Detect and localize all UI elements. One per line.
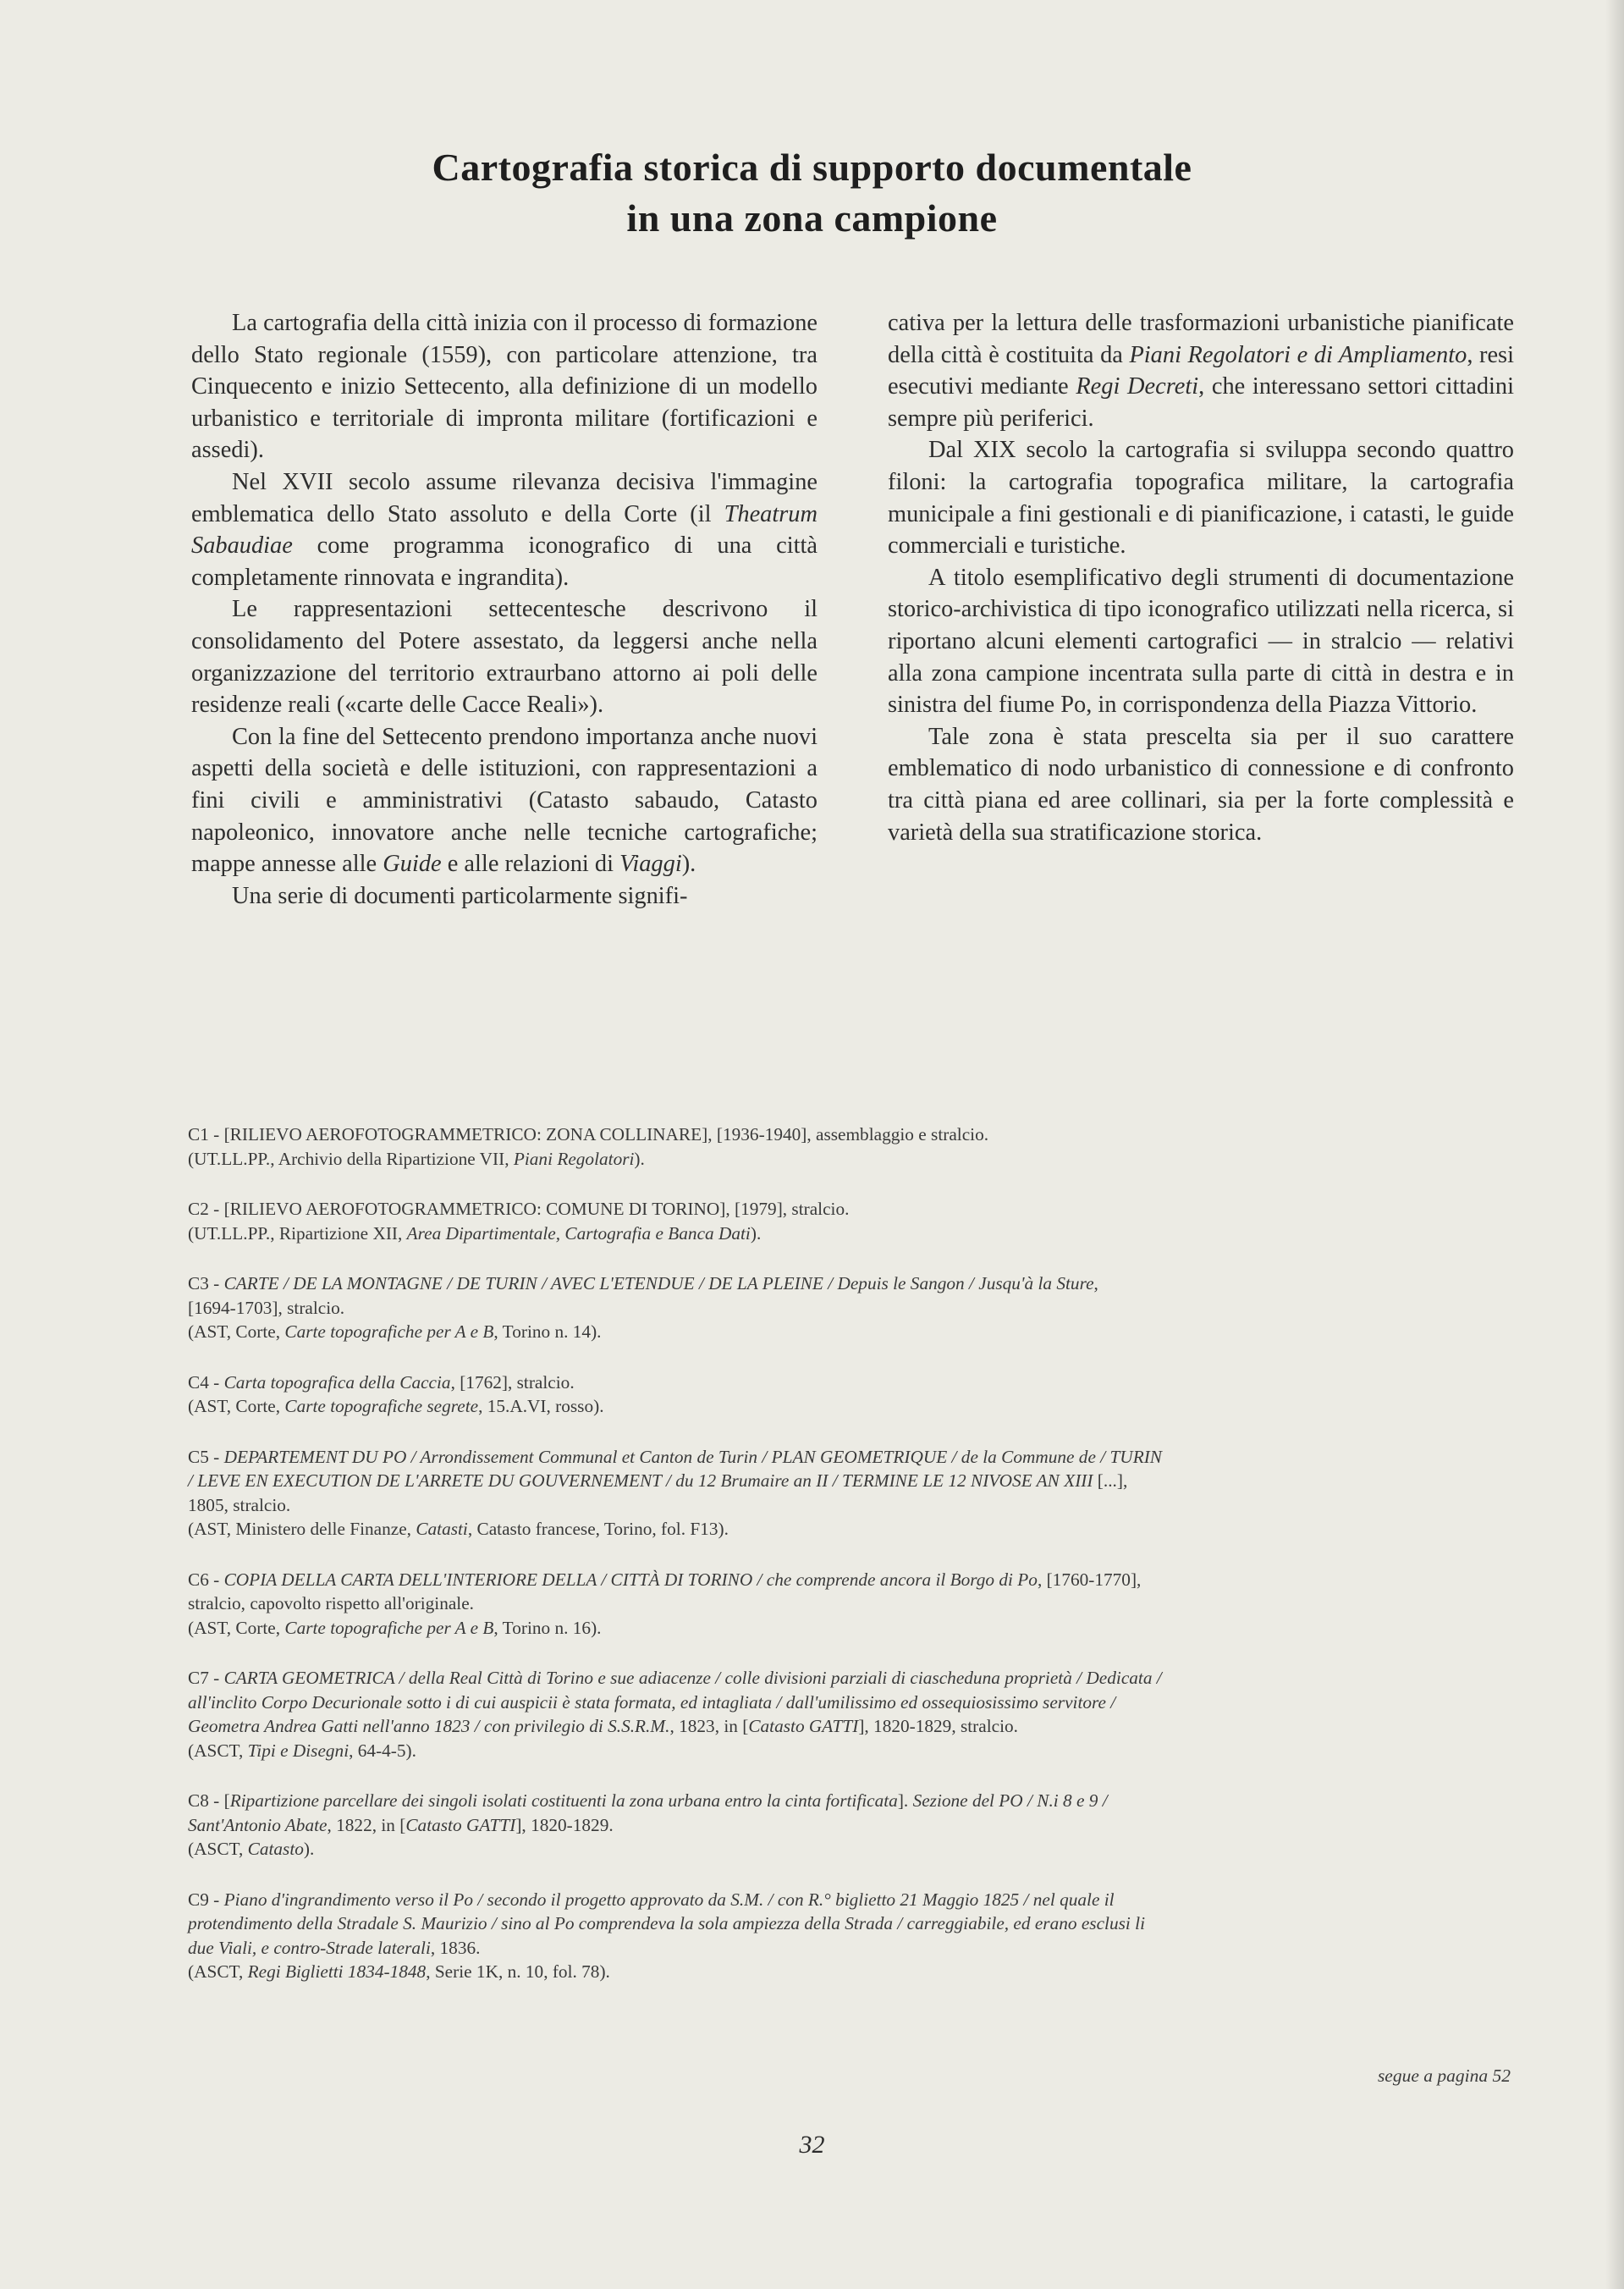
text-run: , Catasto francese, Torino, fol. F13). [467,1519,729,1539]
page-number: 32 [799,2131,825,2159]
text-run: (ASCT, [188,1740,248,1761]
paragraph: Tale zona è stata prescelta sia per il suo carattere emblematico di nodo urbanistico di connessione e di confronto tra città piana ed aree collinari, sia per la forte complessità e varietà della sua stratificazione storica. [888,723,1514,846]
text-run: , 64-4-5). [349,1740,416,1761]
text-run: [...], [1093,1470,1128,1491]
caption-c9 [188,1888,1515,1984]
caption-line [188,1445,1515,1470]
text-run: ). [634,1148,645,1169]
text-run: , Torino n. 14). [493,1321,602,1342]
text-run: (ASCT, [188,1961,248,1982]
italic-run: Ripartizione parcellare dei singoli isolati costituenti la zona urbana entro la cinta fortificata [229,1790,898,1811]
text-run: , Torino n. 16). [493,1617,602,1638]
caption-line [188,1222,1515,1246]
text-run: , 1836. [430,1937,481,1958]
italic-run: / LEVE EN EXECUTION DE L'ARRETE DU GOUVERNEMENT / du 12 Brumaire an II / TERMINE LE 12 NIVOSE AN XIII [188,1470,1093,1491]
text-run: C4 - [188,1371,224,1393]
caption-c2 [188,1197,1515,1245]
text-run: ], 1820-1829. [515,1814,614,1835]
title-line-2: in una zona campione [626,196,998,240]
caption-c4 [188,1371,1515,1419]
text-run: , 1822, in [ [327,1814,406,1835]
caption-line [188,1568,1515,1592]
text-run: , resi esecutivi mediante [888,341,1514,400]
text-run: (AST, Corte, [188,1321,285,1342]
caption-line [188,1888,1515,1912]
caption-line: [1694-1703], stralcio. [188,1297,345,1318]
text-run: Nel XVII secolo assume rilevanza decisiva l'immagine emblematica dello Stato assoluto e della Corte (il [191,468,818,527]
italic-run: Area Dipartimentale, Cartografia e Banca Dati [406,1222,751,1244]
italic-run: Carte topografiche per A e B [284,1321,494,1342]
italic-run: Catasto [247,1839,304,1859]
paragraph [191,721,818,880]
caption-line [188,1271,1515,1296]
text-run: , 1823, in [ [669,1716,749,1736]
title-line-1: Cartografia storica di supporto documentale [432,146,1192,189]
caption-line [188,1616,1515,1641]
italic-run: CARTE / DE LA MONTAGNE / DE TURIN / AVEC L'ETENDUE / DE LA PLEINE / Depuis le Sangon / Jusqu'à la Sture [223,1273,1094,1293]
italic-run: Tipi e Disegni [247,1740,350,1761]
text-run: (AST, Corte, [188,1617,285,1638]
paragraph: La cartografia della città inizia con il processo di formazione dello Stato regionale (1559), con particolare attenzione, tra Cinquecento e inizio Settecento, alla definizione di un modello urbanistico e territoriale di impronta militare (fortificazioni e assedi). [191,310,818,464]
text-run: ). [303,1839,315,1859]
italic-run: Carte topografiche per A e B [284,1617,494,1638]
italic-run: DEPARTEMENT DU PO / Arrondissement Communal et Canton de Turin / PLAN GEOMETRIQUE / de la Commune de / TURIN [223,1446,1162,1467]
text-run: Con la fine del Settecento prendono importanza anche nuovi aspetti della società e delle istituzioni, con rappresentazioni a fini civili e amministrativi (Catasto sabaudo, Catasto napoleonico, innovatore anche nelle tecniche cartografiche; mappe annesse alle [191,723,818,878]
text-run: , [1762], stralcio. [450,1371,575,1393]
text-run: C5 - [188,1446,224,1467]
paragraph [888,307,1514,434]
paragraph [191,466,818,593]
italic-run: Guide [383,851,442,878]
italic-run: Regi Decreti [1076,373,1199,400]
caption-line [188,1147,1515,1172]
caption-line [188,1666,1515,1691]
text-run: (UT.LL.PP., Archivio della Ripartizione VII, [188,1148,514,1169]
figure-captions [188,1122,1515,2010]
text-column-left [191,307,818,912]
italic-run: Catasto GATTI [748,1716,859,1736]
text-run: cativa per la lettura delle trasformazioni urbanistiche pianificate della città è costituita da [888,310,1514,368]
text-run: ]. [897,1790,913,1811]
caption-line [188,1789,1515,1813]
caption-line [188,1960,1515,1984]
text-run: ). [681,851,696,878]
caption-c1 [188,1122,1515,1171]
caption-line [188,1320,1515,1344]
caption-line [188,1371,1515,1395]
caption-line: 1805, stralcio. [188,1494,291,1515]
continued-on-page-note: segue a pagina 52 [1377,2066,1511,2086]
italic-run: all'inclito Corpo Decurionale sotto i di cui auspicii è stata formata, ed intagliata / dall'umilissimo ed ossequiosissimo servitore / [188,1691,1116,1713]
text-run: , Serie 1K, n. 10, fol. 78). [426,1961,610,1982]
caption-line [188,1936,1515,1961]
caption-line [188,1739,1515,1763]
caption-line [188,1517,1515,1542]
italic-run: Geometra Andrea Gatti nell'anno 1823 / con privilegio di S.S.R.M. [188,1716,670,1736]
italic-run: due Viali, e contro-Strade laterali [188,1937,431,1958]
caption-line [188,1837,1515,1862]
text-run: e alle relazioni di [441,851,620,878]
caption-c5 [188,1445,1515,1542]
paragraph: Una serie di documenti particolarmente signifi- [232,882,688,909]
text-run: ], 1820-1829, stralcio. [858,1716,1018,1736]
paragraph: Le rappresentazioni settecentesche descrivono il consolidamento del Potere assestato, da leggersi anche nella organizzazione del territorio extraurbano attorno ai poli delle residenze reali («carte delle Cacce Reali»). [191,596,818,719]
text-run: C8 - [ [188,1790,230,1811]
text-run: (ASCT, [188,1839,248,1859]
text-run: (UT.LL.PP., Ripartizione XII, [188,1222,407,1244]
caption-line: C2 - [RILIEVO AEROFOTOGRAMMETRICO: COMUNE DI TORINO], [1979], stralcio. [188,1199,850,1219]
caption-line [188,1911,1515,1936]
italic-run: Regi Biglietti 1834-1848 [247,1961,427,1982]
italic-run: Catasti [416,1519,468,1539]
italic-run: COPIA DELLA CARTA DELL'INTERIORE DELLA / CITTÀ DI TORINO / che comprende ancora il Borgo di Po [223,1569,1038,1590]
text-run: C3 - [188,1273,224,1293]
caption-c7 [188,1666,1515,1762]
caption-line [188,1813,1515,1838]
text-run: come programma iconografico di una città completamente rinnovata e ingrandita). [191,532,818,591]
text-run: (AST, Ministero delle Finanze, [188,1519,416,1539]
italic-run: CARTA GEOMETRICA / della Real Città di Torino e sue adiacenze / colle divisioni parziali di ciascheduna proprietà / Dedicata / [223,1668,1162,1688]
text-run: , che interessano settori cittadini sempre più periferici. [888,373,1514,432]
italic-run: Viaggi [619,851,682,878]
italic-run: Sezione del PO / N.i 8 e 9 / [912,1790,1108,1811]
caption-line: stralcio, capovolto rispetto all'originale. [188,1593,474,1613]
text-run: , 15.A.VI, rosso). [478,1396,604,1416]
italic-run: Carte topografiche segrete [284,1396,479,1416]
italic-run: Carta topografica della Caccia [223,1371,451,1393]
paragraph: A titolo esemplificativo degli strumenti di documentazione storico-archivistica di tipo iconografico utilizzati nella ricerca, si riportano alcuni elementi cartografici — in stralcio — relativi alla zona campione incentrata sulla parte di città in destra e in sinistra del fiume Po, in corrispondenza della Piazza Vittorio. [888,564,1514,719]
text-column-right [888,307,1514,848]
caption-line: C1 - [RILIEVO AEROFOTOGRAMMETRICO: ZONA COLLINARE], [1936-1940], assemblaggio e stralcio. [188,1124,989,1144]
page-edge-shadow [1605,0,1624,2289]
italic-run: Piani Regolatori e di Ampliamento [1129,341,1467,368]
caption-c8 [188,1789,1515,1862]
text-run: , [1093,1273,1098,1293]
paragraph: Dal XIX secolo la cartografia si sviluppa secondo quattro filoni: la cartografia topografica militare, la cartografia municipale a fini gestionali e di pianificazione, i catasti, le guide commerciali e turistiche. [888,437,1514,560]
text-run: , [1760-1770], [1037,1569,1142,1590]
caption-c3 [188,1271,1515,1344]
text-run: C6 - [188,1569,224,1590]
page-title [0,142,1624,244]
caption-line [188,1469,1515,1493]
text-run: ). [750,1222,762,1244]
italic-run: Sant'Antonio Abate [188,1814,328,1835]
italic-run: Piani Regolatori [513,1148,635,1169]
text-run: (AST, Corte, [188,1396,285,1416]
caption-line [188,1691,1515,1715]
italic-run: protendimento della Stradale S. Maurizio / sino al Po comprendeva la sola ampiezza della Strada / carreggiabile, ed erano esclusi li [188,1913,1145,1933]
italic-run: Theatrum Sabaudiae [191,500,818,560]
italic-run: Catasto GATTI [405,1814,516,1835]
text-run: C9 - [188,1889,224,1910]
text-run: C7 - [188,1668,224,1688]
caption-line [188,1714,1515,1739]
caption-line [188,1394,1515,1419]
caption-c6 [188,1568,1515,1641]
italic-run: Piano d'ingrandimento verso il Po / secondo il progetto approvato da S.M. / con R.° biglietto 21 Maggio 1825 / nel quale il [223,1889,1115,1910]
